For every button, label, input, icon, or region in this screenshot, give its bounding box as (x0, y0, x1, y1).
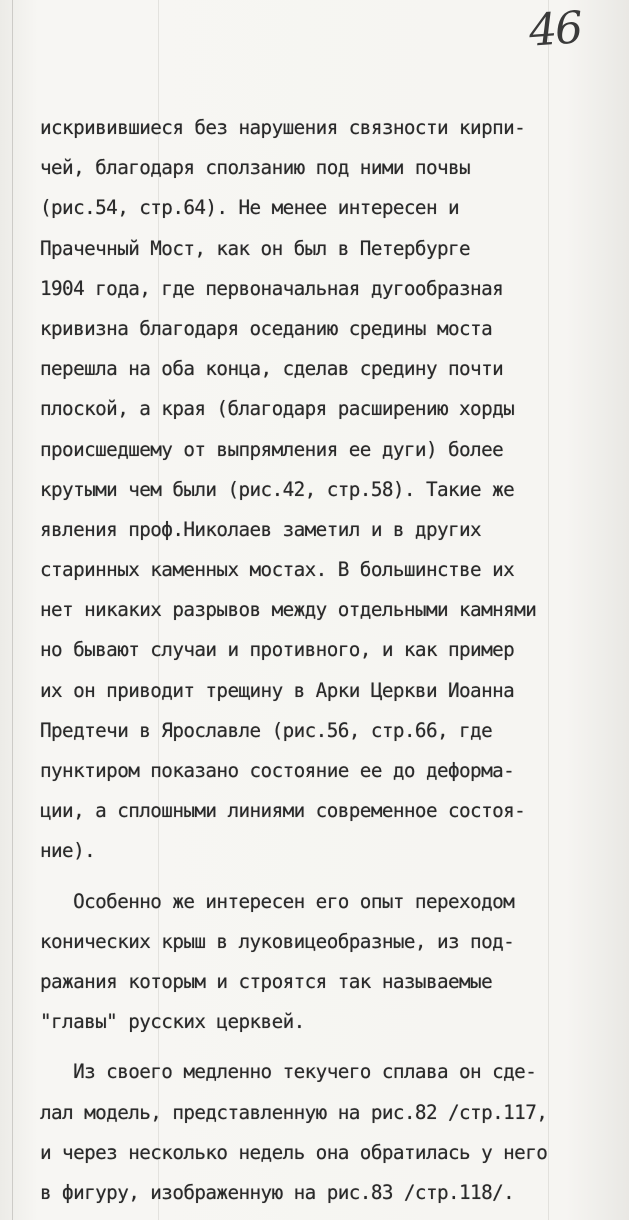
text-line: и через несколько недель она обратилась у него (40, 1140, 548, 1164)
text-line: Предтечи в Ярославле (рис.56, стр.66, где (40, 718, 493, 742)
text-line: 1904 года, где первоначальная дугообразная (40, 276, 504, 300)
text-line: лал модель, представленную на рис.82 /стр.117, (40, 1100, 548, 1124)
text-line: Из своего медленно текучего сплава он сде- (40, 1060, 537, 1084)
text-line: ние). (40, 839, 96, 863)
typewritten-text (40, 108, 629, 1213)
text-line: Прачечный Мост, как он был в Петербурге (40, 236, 471, 260)
text-line: но бывают случаи и противного, и как пример (40, 638, 515, 662)
text-line: явления проф.Николаев заметил и в других (40, 517, 482, 541)
paragraph-3 (40, 1052, 629, 1213)
text-line: (рис.54, стр.64). Не менее интересен и (40, 196, 460, 220)
paragraph-1 (40, 108, 629, 872)
text-line: ции, а сплошными линиями современное состоя- (40, 799, 526, 823)
left-edge-line (12, 0, 13, 1220)
text-line: их он приводит трещину в Арки Церкви Иоанна (40, 678, 515, 702)
text-line: плоской, а края (благодаря расширению хорды (40, 397, 515, 421)
text-line: старинных каменных мостах. В большинстве их (40, 558, 515, 582)
text-line: Особенно же интересен его опыт переходом (40, 889, 515, 913)
text-line: крутыми чем были (рис.42, стр.58). Такие же (40, 477, 515, 501)
text-line: перешла на оба конца, сделав средину почти (40, 357, 504, 381)
paragraph-2 (40, 882, 629, 1043)
text-line: чей, благодаря сползанию под ними почвы (40, 156, 471, 180)
text-line: искривившиеся без нарушения связности кирпи- (40, 116, 526, 139)
text-line: "главы" русских церквей. (40, 1010, 305, 1034)
text-line: нет никаких разрывов между отдельными камнями (40, 598, 537, 622)
text-line: ражания которым и строятся так называемые (40, 969, 493, 993)
text-line: происшедшему от выпрямления ее дуги) более (40, 437, 504, 461)
text-line: кривизна благодаря оседанию средины моста (40, 316, 493, 340)
text-line: конических крыш в луковицеобразные, из под- (40, 929, 515, 953)
text-line: в фигуру, изображенную на рис.83 /стр.118/. (40, 1180, 515, 1204)
handwritten-page-number: 46 (527, 2, 583, 57)
text-line: пунктиром показано состояние ее до деформа- (40, 759, 515, 782)
